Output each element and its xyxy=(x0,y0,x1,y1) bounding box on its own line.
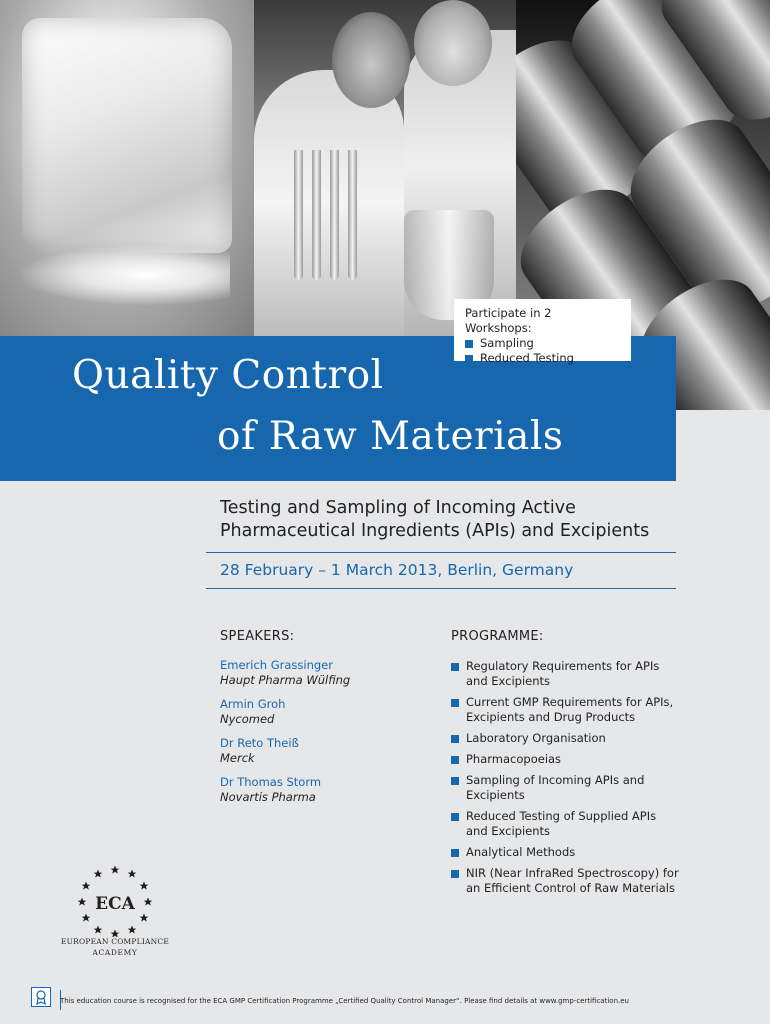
speakers-list xyxy=(220,658,430,814)
event-date: 28 February – 1 March 2013, Berlin, Germany xyxy=(220,561,574,579)
logo-caption-line1: EUROPEAN COMPLIANCE xyxy=(60,937,170,946)
lab-scientists-photo xyxy=(254,0,516,336)
page-title-line2: of Raw Materials xyxy=(217,414,564,459)
programme-item xyxy=(451,695,681,725)
subtitle xyxy=(220,497,680,543)
speakers-heading: SPEAKERS: xyxy=(220,629,295,644)
speaker-item xyxy=(220,658,430,688)
logo-caption-line2: ACADEMY xyxy=(92,948,138,957)
programme-heading: PROGRAMME: xyxy=(451,629,544,644)
programme-item xyxy=(451,866,681,896)
square-bullet-icon xyxy=(451,870,459,878)
square-bullet-icon xyxy=(451,756,459,764)
programme-item xyxy=(451,809,681,839)
programme-item-label: Analytical Methods xyxy=(466,845,576,859)
speaker-company: Merck xyxy=(220,751,255,765)
programme-item-label: NIR (Near InfraRed Spectroscopy) for an Efficient Control of Raw Materials xyxy=(466,866,679,895)
programme-item-label: Laboratory Organisation xyxy=(466,731,606,745)
speaker-company: Nycomed xyxy=(220,712,275,726)
square-bullet-icon xyxy=(451,663,459,671)
programme-item-label: Current GMP Requirements for APIs, Excipients and Drug Products xyxy=(466,695,674,724)
certification-icon xyxy=(31,987,51,1007)
square-bullet-icon xyxy=(451,699,459,707)
speaker-item xyxy=(220,775,430,805)
speaker-name: Emerich Grassinger xyxy=(220,658,333,672)
speaker-name: Dr Thomas Storm xyxy=(220,775,322,789)
programme-item-label: Pharmacopoeias xyxy=(466,752,562,766)
speaker-company: Novartis Pharma xyxy=(220,790,316,804)
workshop-item xyxy=(465,336,621,351)
programme-item xyxy=(451,659,681,689)
speaker-name: Armin Groh xyxy=(220,697,286,711)
workshop-item-label: Reduced Testing xyxy=(480,351,574,365)
speaker-name: Dr Reto Theiß xyxy=(220,736,299,750)
speaker-item xyxy=(220,697,430,727)
divider-bottom xyxy=(206,588,676,589)
workshop-item-label: Sampling xyxy=(480,336,534,350)
square-bullet-icon xyxy=(451,777,459,785)
square-bullet-icon xyxy=(451,813,459,821)
programme-item xyxy=(451,845,681,860)
programme-item xyxy=(451,773,681,803)
workshop-item xyxy=(465,351,621,366)
workshop-heading: Participate in 2 Workshops: xyxy=(465,306,552,335)
divider-top xyxy=(206,552,676,553)
powder-bag-photo xyxy=(0,0,254,336)
programme-item xyxy=(451,731,681,746)
subtitle-line1: Testing and Sampling of Incoming Active xyxy=(220,498,576,518)
logo-name: ECA xyxy=(95,894,135,914)
programme-list xyxy=(451,659,681,902)
square-bullet-icon xyxy=(451,735,459,743)
subtitle-line2: Pharmaceutical Ingredients (APIs) and Excipients xyxy=(220,521,650,541)
programme-item-label: Reduced Testing of Supplied APIs and Excipients xyxy=(466,809,657,838)
eca-logo xyxy=(60,862,170,962)
page-title-line1: Quality Control xyxy=(72,353,384,398)
square-bullet-icon xyxy=(465,340,473,348)
square-bullet-icon xyxy=(451,849,459,857)
programme-item xyxy=(451,752,681,767)
speaker-item xyxy=(220,736,430,766)
workshop-callout xyxy=(454,299,631,365)
footer-note: This education course is recognised for the ECA GMP Certification Programme „Certified Quality Control Manager“. Please find details at www.gmp-certification.eu xyxy=(60,997,629,1005)
square-bullet-icon xyxy=(465,355,473,363)
speaker-company: Haupt Pharma Wülfing xyxy=(220,673,351,687)
programme-item-label: Regulatory Requirements for APIs and Excipients xyxy=(466,659,660,688)
programme-item-label: Sampling of Incoming APIs and Excipients xyxy=(466,773,645,802)
